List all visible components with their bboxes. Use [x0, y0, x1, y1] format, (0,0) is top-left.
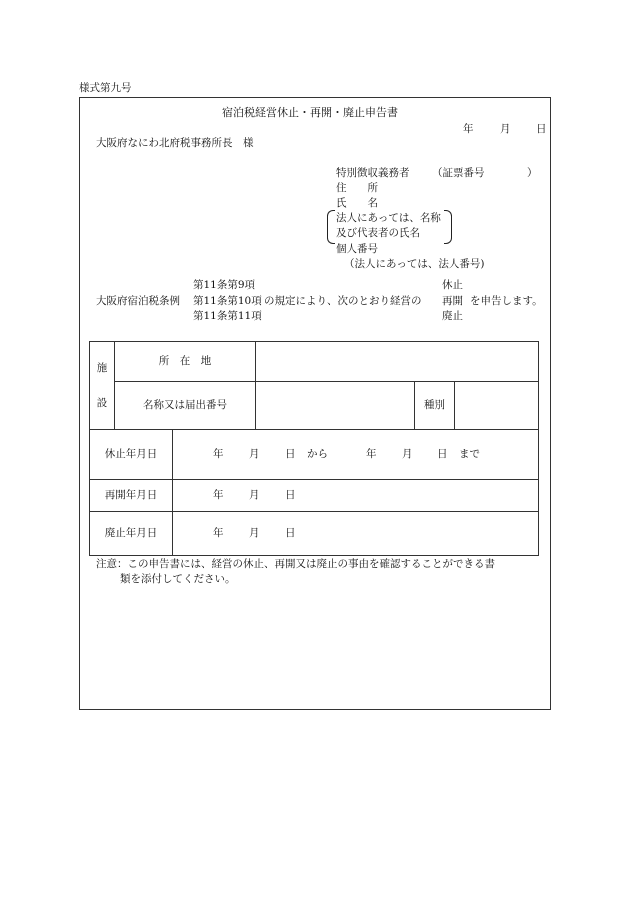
ordinance-name: 大阪府宿泊税条例 — [96, 295, 180, 307]
option-abolish: 廃止 — [442, 310, 463, 322]
clause-11: 第11条第11項 — [193, 310, 262, 322]
resume-year: 年 — [213, 488, 224, 501]
note-line-2: 類を添付してください。 — [120, 573, 236, 585]
suspend-until-label: まで — [459, 447, 480, 460]
suspend-date-field[interactable] — [173, 430, 539, 480]
name-or-number-label: 名称又は届出番号 — [115, 382, 256, 430]
suspend-date-label: 休止年月日 — [90, 430, 173, 480]
suspend-until-month: 月 — [402, 447, 413, 460]
table-row — [90, 512, 539, 556]
bracket-left — [327, 210, 335, 244]
facility-label-1: 施 — [96, 362, 108, 374]
type-input[interactable] — [455, 382, 539, 430]
statement-suffix: を申告します。 — [470, 295, 543, 307]
option-suspend: 休止 — [442, 279, 463, 291]
declarant-role: 特別徴収義務者 — [336, 167, 410, 179]
date-day: 日 — [536, 123, 547, 135]
corp-note-1: 法人にあっては、名称 — [336, 212, 441, 224]
facility-label-2: 設 — [96, 396, 108, 409]
abolish-year: 年 — [213, 526, 224, 539]
suspend-from-year: 年 — [213, 447, 224, 460]
name-or-number-input[interactable] — [256, 382, 415, 430]
abolish-day: 日 — [285, 526, 296, 539]
corp-note-2: 及び代表者の氏名 — [336, 227, 420, 239]
bracket-right — [444, 210, 452, 244]
cert-number-close: ） — [527, 167, 538, 179]
date-year: 年 — [463, 123, 474, 135]
abolish-date-field[interactable] — [173, 512, 539, 556]
personal-number-note: （法人にあっては、法人番号) — [344, 258, 485, 270]
resume-day: 日 — [285, 488, 296, 501]
suspend-from-month: 月 — [249, 447, 260, 460]
address-label: 住 所 — [336, 182, 378, 194]
option-resume: 再開 — [442, 295, 463, 307]
resume-date-label: 再開年月日 — [90, 480, 173, 512]
abolish-month: 月 — [249, 526, 260, 539]
personal-number-label: 個人番号 — [336, 243, 378, 255]
resume-date-field[interactable] — [173, 480, 539, 512]
clause-10: 第11条第10項 — [193, 295, 262, 307]
abolish-date-label: 廃止年月日 — [90, 512, 173, 556]
location-label: 所 在 地 — [115, 342, 256, 382]
suspend-until-day: 日 — [437, 447, 448, 460]
cert-number-open: （証票番号 — [432, 167, 485, 179]
clause-9: 第11条第9項 — [193, 279, 256, 291]
location-input[interactable] — [256, 342, 539, 382]
form-title: 宿泊税経営休止・再開・廃止申告書 — [222, 106, 398, 119]
name-label: 氏 名 — [336, 197, 378, 209]
suspend-from-label: から — [307, 447, 328, 460]
table-row — [90, 382, 539, 430]
type-label: 種別 — [415, 382, 455, 430]
suspend-from-day: 日 — [285, 447, 296, 460]
facility-header-cell — [90, 342, 115, 430]
statement-middle: の規定により、次のとおり経営の — [264, 295, 422, 307]
facility-table — [89, 341, 539, 556]
form-number: 様式第九号 — [79, 82, 132, 94]
suspend-until-year: 年 — [366, 447, 377, 460]
table-row — [90, 342, 539, 382]
date-month: 月 — [500, 123, 511, 135]
resume-month: 月 — [249, 488, 260, 501]
note-line-1: 注意：この申告書には、経営の休止、再開又は廃止の事由を確認することができる書 — [96, 558, 495, 570]
addressee: 大阪府なにわ北府税事務所長 様 — [96, 137, 254, 149]
table-row — [90, 480, 539, 512]
table-row — [90, 430, 539, 480]
